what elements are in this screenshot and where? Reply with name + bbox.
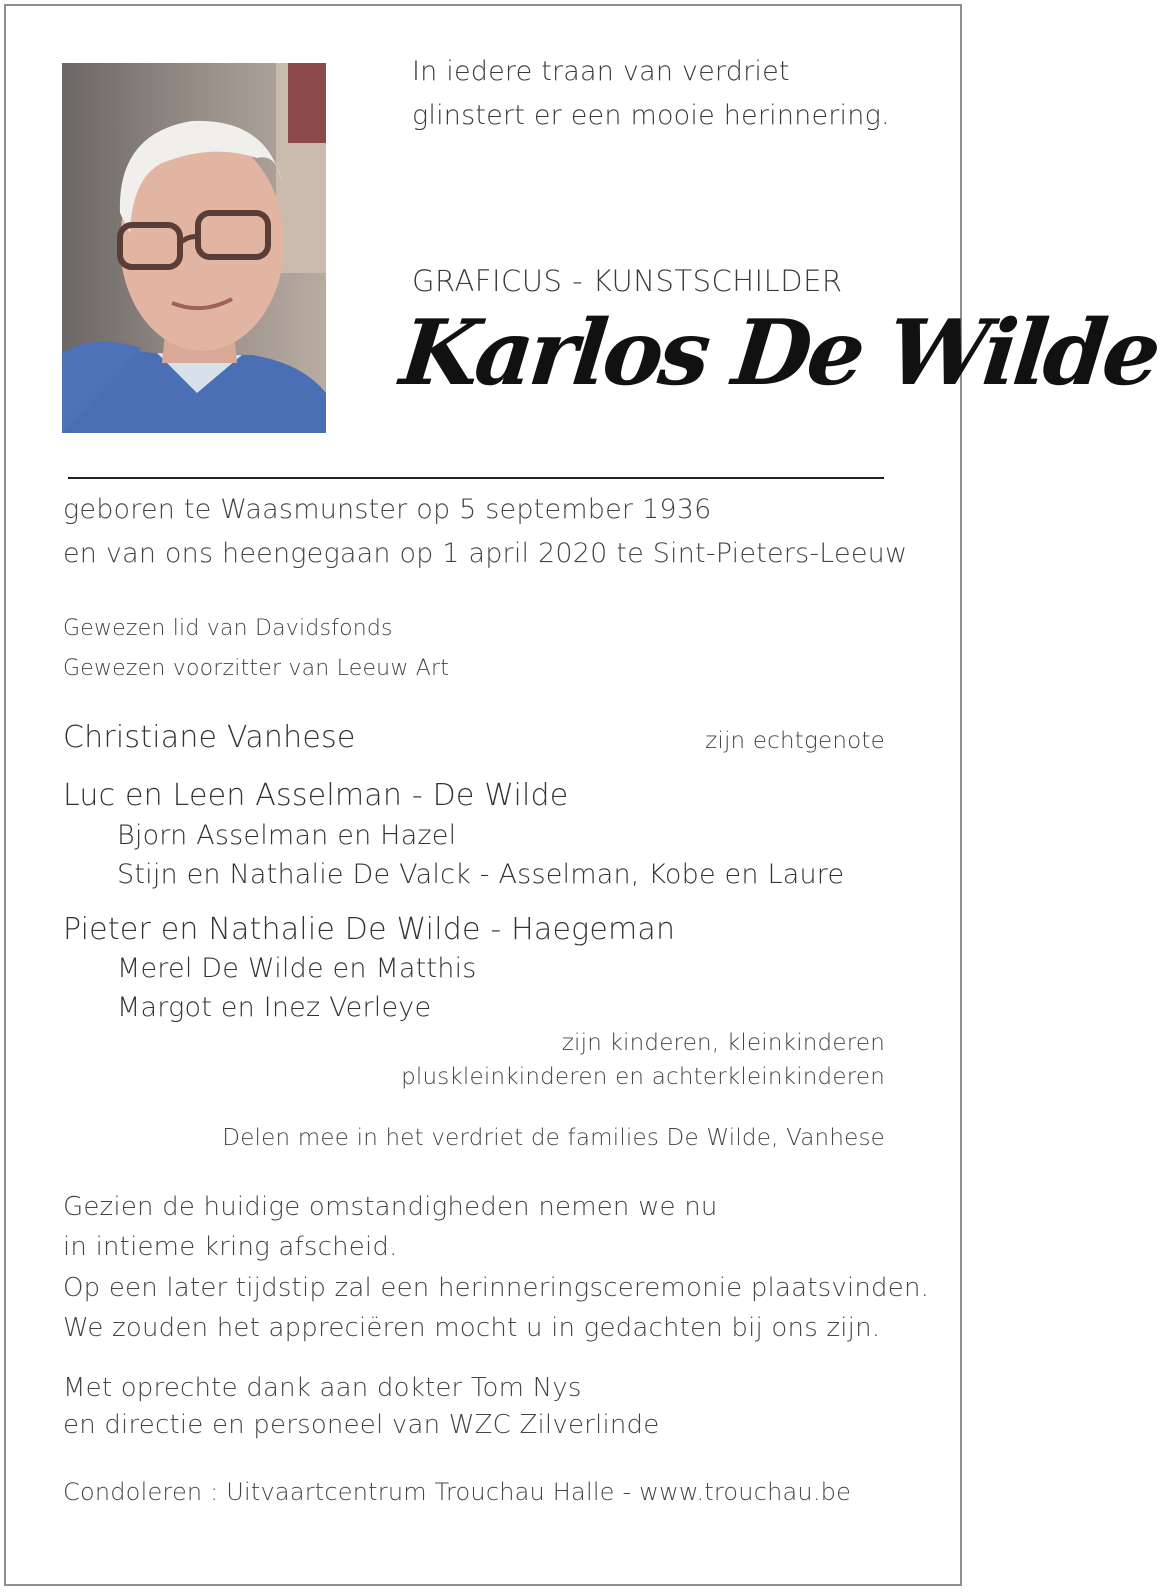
birth-line: geboren te Waasmunster op 5 september 1936: [63, 494, 712, 525]
thanks-line: Met oprechte dank aan dokter Tom Nys: [63, 1373, 582, 1403]
children-relation: zijn kinderen, kleinkinderen: [561, 1030, 885, 1056]
notice-line: Op een later tijdstip zal een herinneringsceremonie plaatsvinden.: [63, 1273, 930, 1303]
families-line: Delen mee in het verdriet de families De Wilde, Vanhese: [222, 1125, 885, 1151]
notice-line: Gezien de huidige omstandigheden nemen we nu: [63, 1192, 718, 1222]
membership-line: Gewezen voorzitter van Leeuw Art: [63, 656, 450, 681]
children-relation: pluskleinkinderen en achterkleinkinderen: [401, 1064, 885, 1090]
notice-line: We zouden het appreciëren mocht u in gedachten bij ons zijn.: [63, 1313, 881, 1343]
thanks-line: en directie en personeel van WZC Zilverlinde: [63, 1410, 660, 1440]
child-family-name: Pieter en Nathalie De Wilde - Haegeman: [63, 912, 676, 947]
portrait-photo: [62, 63, 326, 433]
deceased-name: Karlos De Wilde: [395, 300, 1162, 406]
grandchild-line: Margot en Inez Verleye: [117, 992, 432, 1023]
grandchild-line: Bjorn Asselman en Hazel: [117, 820, 457, 851]
spouse-relation: zijn echtgenote: [705, 728, 885, 754]
death-line: en van ons heengegaan op 1 april 2020 te Sint-Pieters-Leeuw: [63, 538, 908, 569]
membership-line: Gewezen lid van Davidsfonds: [63, 616, 393, 641]
profession-heading: GRAFICUS - KUNSTSCHILDER: [412, 264, 843, 298]
quote-line-1: In iedere traan van verdriet: [412, 56, 790, 87]
condolences-line: Condoleren : Uitvaartcentrum Trouchau Halle - www.trouchau.be: [63, 1478, 852, 1506]
quote-line-2: glinstert er een mooie herinnering.: [412, 100, 890, 131]
divider-line: [68, 477, 884, 479]
spouse-name: Christiane Vanhese: [63, 720, 356, 755]
child-family-name: Luc en Leen Asselman - De Wilde: [63, 778, 569, 813]
grandchild-line: Stijn en Nathalie De Valck - Asselman, Kobe en Laure: [117, 859, 845, 890]
grandchild-line: Merel De Wilde en Matthis: [117, 953, 477, 984]
notice-line: in intieme kring afscheid.: [63, 1232, 398, 1262]
